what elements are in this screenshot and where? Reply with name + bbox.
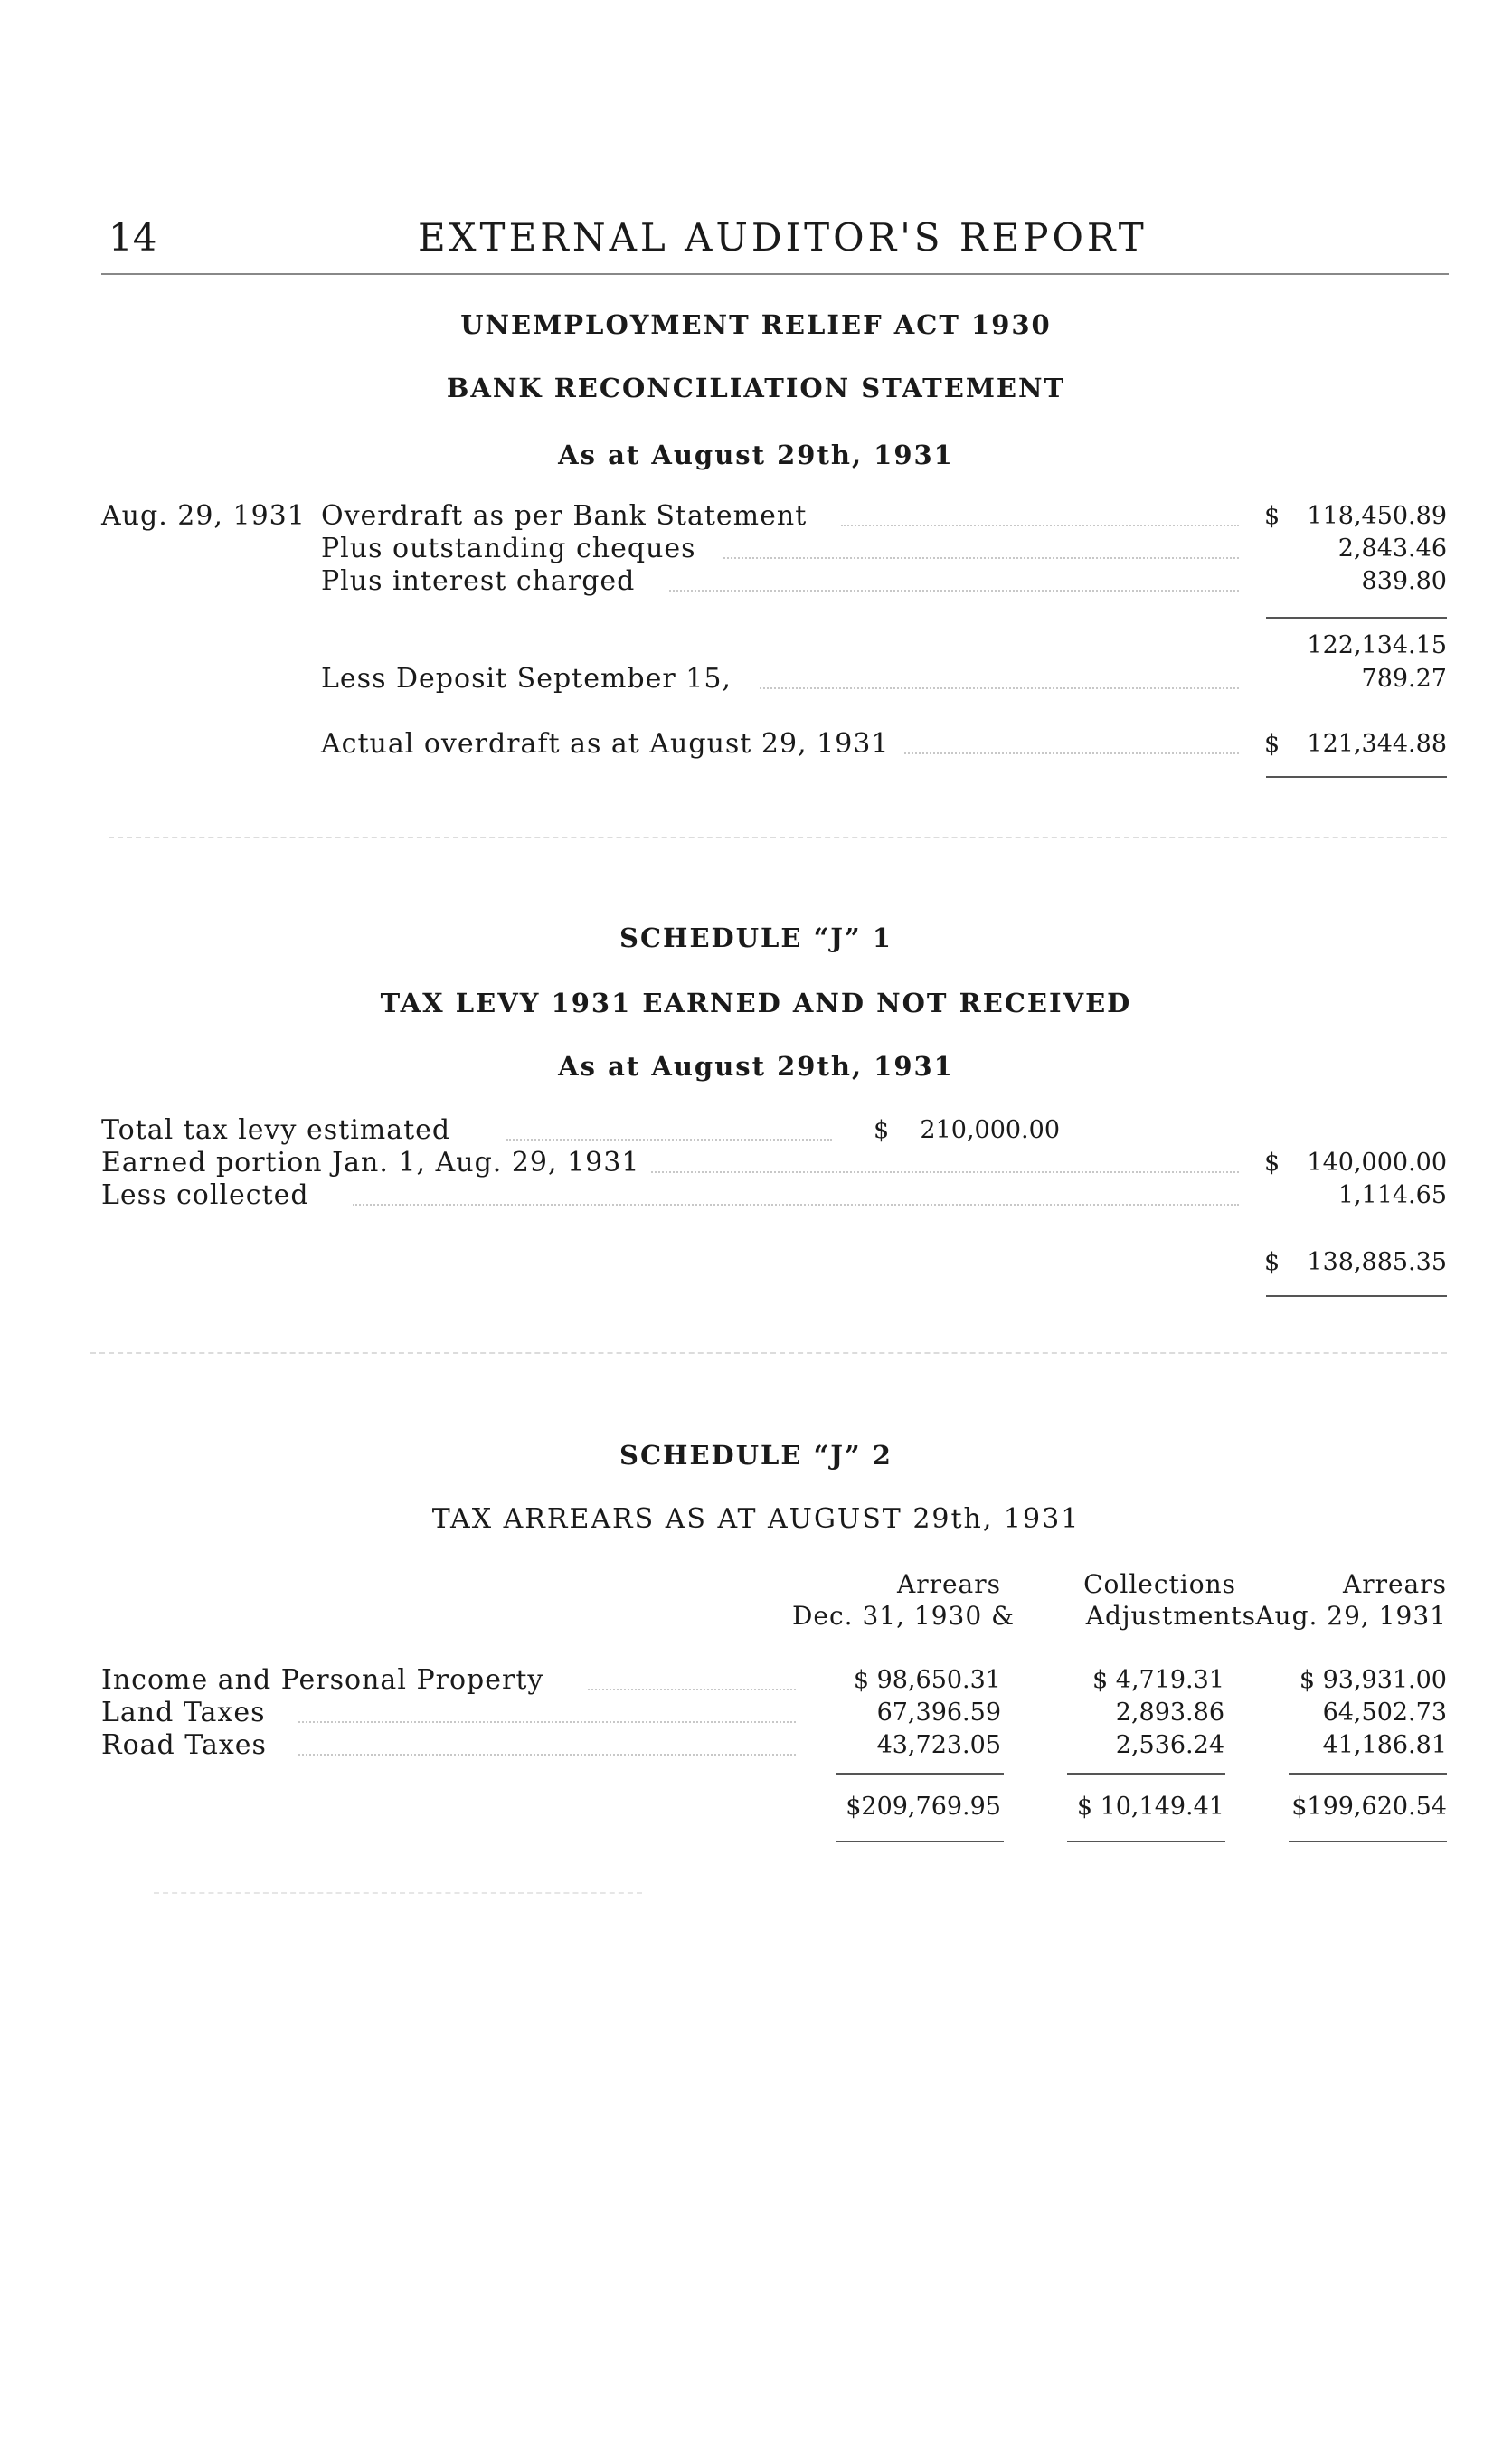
table-cell: 2,536.24 bbox=[1115, 1731, 1224, 1759]
total-rule bbox=[1067, 1841, 1225, 1842]
statement-title: BANK RECONCILIATION STATEMENT bbox=[446, 373, 1066, 403]
schedule-title: SCHEDULE “J” 1 bbox=[619, 923, 893, 953]
table-cell: 43,723.05 bbox=[876, 1731, 1001, 1759]
table-total: $199,620.54 bbox=[1291, 1793, 1447, 1821]
schedule-title: SCHEDULE “J” 2 bbox=[619, 1440, 893, 1471]
dollar-sign: $ bbox=[1264, 1149, 1280, 1177]
dot-leader bbox=[841, 525, 1239, 526]
schedule-total-amount: 138,885.35 bbox=[1307, 1248, 1447, 1276]
schedule-row-label: Total tax levy estimated bbox=[101, 1114, 451, 1146]
reconciliation-row-amount: 2,843.46 bbox=[1337, 535, 1447, 563]
subtotal-rule bbox=[1266, 617, 1447, 619]
reconciliation-row-amount: 118,450.89 bbox=[1307, 502, 1447, 530]
schedule-row-mid-amount: 210,000.00 bbox=[920, 1116, 1060, 1144]
table-row-label: Road Taxes bbox=[101, 1729, 267, 1761]
column-header: Arrears bbox=[1342, 1569, 1447, 1599]
schedule-as-at: As at August 29th, 1931 bbox=[558, 1051, 954, 1082]
subtotal-rule bbox=[1067, 1773, 1225, 1775]
dot-leader bbox=[353, 1204, 1239, 1206]
schedule-subtitle: TAX LEVY 1931 EARNED AND NOT RECEIVED bbox=[380, 988, 1132, 1018]
dot-leader bbox=[760, 687, 1239, 689]
schedule-row-label: Earned portion Jan. 1, Aug. 29, 1931 bbox=[101, 1147, 640, 1178]
table-cell: 41,186.81 bbox=[1322, 1731, 1447, 1759]
column-header: Adjustments bbox=[1085, 1601, 1256, 1631]
table-row-label: Income and Personal Property bbox=[101, 1664, 544, 1696]
column-header: Aug. 29, 1931 bbox=[1255, 1601, 1447, 1631]
reconciliation-row-label: Overdraft as per Bank Statement bbox=[321, 500, 808, 532]
less-deposit-amount: 789.27 bbox=[1361, 665, 1447, 693]
table-cell: $ 98,650.31 bbox=[853, 1666, 1001, 1694]
table-cell: 64,502.73 bbox=[1322, 1699, 1447, 1727]
page-title: EXTERNAL AUDITOR'S REPORT bbox=[418, 215, 1148, 260]
column-header: Arrears bbox=[896, 1569, 1001, 1599]
subtotal-rule bbox=[836, 1773, 1004, 1775]
reconciliation-row-label: Plus interest charged bbox=[321, 565, 636, 597]
table-cell: $ 4,719.31 bbox=[1092, 1666, 1224, 1694]
table-total: $ 10,149.41 bbox=[1076, 1793, 1224, 1821]
table-row-label: Land Taxes bbox=[101, 1697, 266, 1728]
section-divider bbox=[90, 1352, 1447, 1354]
dollar-sign: $ bbox=[1264, 502, 1280, 530]
total-rule bbox=[1266, 1295, 1447, 1297]
dot-leader bbox=[506, 1139, 832, 1141]
table-cell: 2,893.86 bbox=[1115, 1699, 1224, 1727]
total-rule bbox=[1289, 1841, 1447, 1842]
reconciliation-row-amount: 839.80 bbox=[1361, 567, 1447, 595]
header-rule bbox=[101, 273, 1449, 275]
table-total: $209,769.95 bbox=[846, 1793, 1001, 1821]
dollar-sign: $ bbox=[874, 1116, 890, 1144]
actual-overdraft-amount: 121,344.88 bbox=[1307, 730, 1447, 758]
page-number: 14 bbox=[109, 215, 157, 260]
actual-overdraft-label: Actual overdraft as at August 29, 1931 bbox=[321, 728, 890, 760]
column-header: Collections bbox=[1083, 1569, 1236, 1599]
as-at-date: As at August 29th, 1931 bbox=[558, 440, 954, 470]
dot-leader bbox=[588, 1689, 796, 1690]
schedule-row-label: Less collected bbox=[101, 1179, 309, 1211]
dot-leader bbox=[904, 752, 1239, 754]
reconciliation-row-label: Plus outstanding cheques bbox=[321, 533, 696, 564]
dollar-sign: $ bbox=[1264, 1248, 1280, 1276]
section-divider bbox=[154, 1892, 642, 1894]
reconciliation-date: Aug. 29, 1931 bbox=[101, 500, 306, 532]
schedule-row-amount: 140,000.00 bbox=[1307, 1149, 1447, 1177]
dot-leader bbox=[723, 557, 1239, 559]
section-divider bbox=[109, 837, 1447, 838]
dot-leader bbox=[651, 1171, 1239, 1173]
table-cell: 67,396.59 bbox=[876, 1699, 1001, 1727]
subtotal-rule bbox=[1289, 1773, 1447, 1775]
dollar-sign: $ bbox=[1264, 730, 1280, 758]
dot-leader bbox=[669, 590, 1239, 592]
act-title: UNEMPLOYMENT RELIEF ACT 1930 bbox=[460, 309, 1052, 340]
table-cell: $ 93,931.00 bbox=[1299, 1666, 1447, 1694]
reconciliation-subtotal: 122,134.15 bbox=[1307, 631, 1447, 659]
less-deposit-label: Less Deposit September 15, bbox=[321, 663, 732, 695]
total-rule bbox=[1266, 776, 1447, 778]
column-header: Dec. 31, 1930 & bbox=[791, 1601, 1015, 1631]
total-rule bbox=[836, 1841, 1004, 1842]
schedule-row-amount: 1,114.65 bbox=[1337, 1181, 1447, 1209]
dot-leader bbox=[298, 1754, 796, 1756]
schedule-subtitle: TAX ARREARS AS AT AUGUST 29th, 1931 bbox=[431, 1503, 1081, 1535]
dot-leader bbox=[298, 1721, 796, 1723]
